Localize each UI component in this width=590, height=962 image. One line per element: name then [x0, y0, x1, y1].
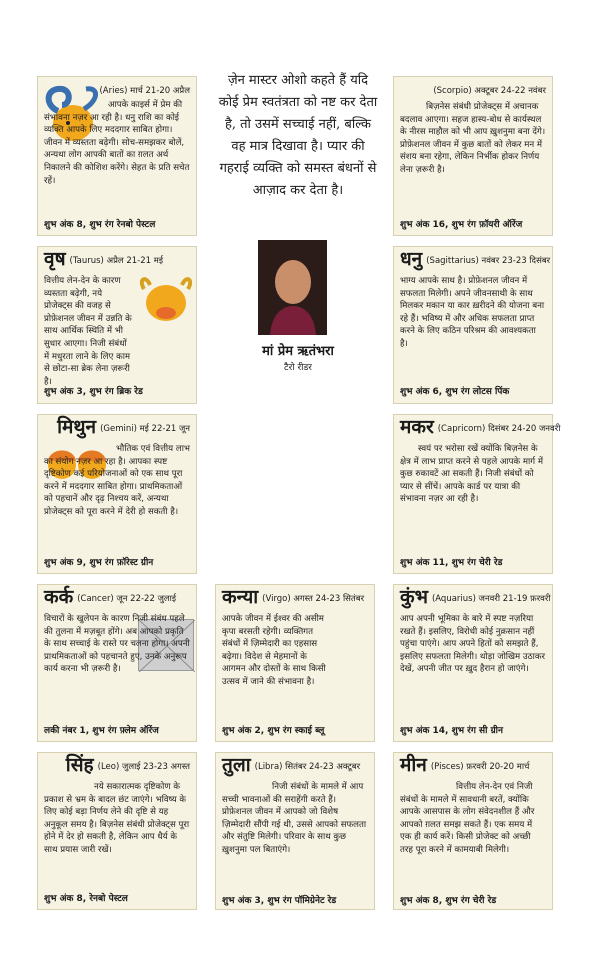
- virgo-text: आपके जीवन में ईश्वर की असीम कृपा बरसती रहेगी। व्यक्तिगत संबंधों में ज़िम्मेदारी का एहसास बढ़ेगा। विदेश से मेहमानों के आगमन और दोस्तों के साथ किसी उत्सव में जाने की संभावना है।: [222, 614, 326, 687]
- capricorn-sub: (Capricorn) दिसंबर 24-20 जनवरी: [437, 424, 561, 434]
- pisces-lucky: शुभ अंक 8, शुभ रंग चेरी रेड: [400, 896, 497, 906]
- taurus-sub: (Taurus) अप्रैल 21-21 मई: [69, 256, 164, 266]
- scorpio-header: [394, 77, 552, 99]
- author-name: मां प्रेम ऋतंभरा: [262, 344, 334, 359]
- cancer-name: कर्क: [44, 586, 74, 608]
- cancer-card: [37, 584, 197, 742]
- gemini-header: [38, 415, 196, 437]
- pisces-text: वित्तीय लेन-देन एवं निजी संबंधों के मामले में सावधानी बरतें, क्योंकि आपके आसपास के लोग संवेदनशील हैं और आपको ग़लत समझ सकते हैं। एक समय में एक ही कार्य करें। किसी प्रोजेक्ट को अच्छी तरह पूरा करने में कामयाबी मिलेगी।: [400, 782, 535, 855]
- virgo-sub: (Virgo) अगस्त 24-23 सितंबर: [262, 594, 365, 604]
- sagittarius-card: [393, 246, 553, 404]
- taurus-lucky: शुभ अंक 3, शुभ रंग ब्रिक रेड: [44, 387, 143, 397]
- capricorn-header: [394, 415, 561, 438]
- leo-header: [38, 753, 196, 775]
- capricorn-text: स्वयं पर भरोसा रखें क्योंकि बिज़नेस के क्षेत्र में लाभ प्राप्त करने से पहले आपके मार्ग में कुछ रुकावटें आ सकती हैं। निजी संबंधों को प्यार से सींचें। आपके कार्ड पर यात्रा की संभावना नज़र आ रही है।: [400, 444, 543, 505]
- virgo-name: कन्या: [222, 586, 259, 608]
- cancer-header: [38, 585, 196, 607]
- aquarius-name: कुंभ: [400, 586, 428, 608]
- cancer-sub: (Cancer) जून 22-22 जुलाई: [77, 594, 177, 604]
- gemini-sub: (Gemini) मई 22-21 जून: [100, 424, 190, 434]
- taurus-header: [38, 247, 196, 269]
- libra-lucky: शुभ अंक 3, शुभ रंग पॉमिग्रेनेट रेड: [222, 896, 337, 906]
- leo-text: नये सकारात्मक दृष्टिकोण के प्रकाश से भ्रम के बादल छंट जाएंगे। भविष्य के लिए कोई बड़ा निर्णय लेने की दृष्टि से यह अनुकूल समय है। बिज़नेस संबंधी प्रोजेक्ट्स पूरा होने में देर हो सकती है, लेकिन आप धैर्य के साथ प्रयास जारी रखें।: [44, 782, 190, 855]
- aries-card: [37, 76, 197, 236]
- pisces-sub: (Pisces) फ़रवरी 20-20 मार्च: [430, 762, 530, 772]
- scorpio-lucky: शुभ अंक 16, शुभ रंग फ़ॉयरी ऑरेंज: [400, 220, 523, 230]
- libra-sub: (Libra) सितंबर 24-23 अक्टूबर: [254, 762, 361, 772]
- aries-text: आपके काइर्स में प्रेम की संभावना नज़र आ रही है। धनु राशि का कोई व्यक्ति आपके लिए मददगार साबित होगा। जीवन में व्यस्तता बढ़ेगी। सोच-समझकर बोलें, अन्यथा लोग आपकी बातों का ग़लत अर्थ निकालने की कोशिश करेंगे। सेहत के प्रति सचेत रहें।: [44, 100, 190, 186]
- virgo-header: [216, 585, 374, 607]
- sagittarius-sub: (Sagittarius) नवंबर 23-23 दिसंबर: [426, 256, 551, 266]
- author-portrait-icon: [258, 240, 327, 335]
- taurus-name: वृष: [44, 248, 66, 270]
- libra-text: निजी संबंधों के मामले में आप सच्ची भावनाओं की सराहेंगी करते हैं। प्रोफ़ेशनल जीवन में आपको जो विशेष ज़िम्मेदारी सौंपी गई थी, उससे आपको सफलता और संतुष्टि मिलेगी। परिवार के साथ कुछ ख़ुशनुमा पल बिताएंगे।: [222, 782, 367, 855]
- taurus-card: [37, 246, 197, 404]
- pisces-header: [394, 753, 552, 775]
- leo-sub: (Leo) जुलाई 23-23 अगस्त: [97, 762, 190, 772]
- leo-lucky: शुभ अंक 8, रेनबो पेस्टल: [44, 894, 128, 904]
- quote-text: ज़ेन मास्टर ओशो कहते हैं यदि कोई प्रेम स्वतंत्रता को नष्ट कर देता है, तो उसमें सच्चाई नहीं, बल्कि वह मात्र दिखावा है। प्यार की गहराई व्यक्ति को समस्त बंधनों से आज़ाद कर देता है।: [218, 73, 378, 198]
- gemini-lucky: शुभ अंक 9, शुभ रंग फ़ॉरेस्ट ग्रीन: [44, 558, 154, 568]
- pisces-name: मीन: [400, 754, 427, 776]
- leo-card: [37, 752, 197, 910]
- cancer-lucky: लकी नंबर 1, शुभ रंग फ़्लेम ऑरेंज: [44, 726, 159, 736]
- virgo-lucky: शुभ अंक 2, शुभ रंग स्काई ब्लू: [222, 726, 325, 736]
- sagittarius-name: धनु: [400, 248, 423, 270]
- libra-card: [215, 752, 375, 910]
- scorpio-card: [393, 76, 553, 236]
- gemini-name: मिथुन: [57, 416, 97, 438]
- author-role: टैरो रीडर: [284, 363, 312, 373]
- virgo-card: [215, 584, 375, 742]
- author-photo: [258, 240, 327, 335]
- taurus-text: वित्तीय लेन-देन के कारण व्यस्तता बढ़ेगी, नये प्रोजेक्ट्स की वजह से प्रोफ़ेशनल जीवन में उन्नति के साथ आर्थिक स्थिति में भी सुधार आएगा। निजी संबंधों में मधुरता लाने के लिए काम से छोटा-सा ब्रेक लेना ज़रूरी है।: [44, 276, 132, 387]
- sagittarius-text: भाग्य आपके साथ है। प्रोफ़ेशनल जीवन में सफलता मिलेगी। अपने जीवनसाथी के साथ मिलकर मकान या कार ख़रीदने की योजना बना रहे हैं। भविष्य में और अधिक सफलता प्राप्त करने के लिए कठिन परिश्रम की आवश्यकता है।: [400, 276, 545, 349]
- capricorn-card: [393, 414, 561, 574]
- libra-name: तुला: [222, 754, 251, 776]
- leo-name: सिंह: [65, 754, 94, 776]
- aries-sub: (Aries) मार्च 21-20 अप्रैल: [99, 86, 190, 96]
- sagittarius-header: [394, 247, 552, 269]
- gemini-card: [37, 414, 197, 574]
- aquarius-card: [393, 584, 553, 742]
- aquarius-header: [394, 585, 552, 607]
- aquarius-lucky: शुभ अंक 14, शुभ रंग सी ग्रीन: [400, 726, 503, 736]
- scorpio-sub: (Scorpio) अक्टूबर 24-22 नवंबर: [433, 86, 546, 96]
- pisces-card: [393, 752, 553, 910]
- aries-lucky: शुभ अंक 8, शुभ रंग रेनबो पेस्टल: [44, 220, 156, 230]
- sagittarius-lucky: शुभ अंक 6, शुभ रंग लोटस पिंक: [400, 387, 510, 397]
- libra-header: [216, 753, 374, 775]
- scorpio-text: बिज़नेस संबंधी प्रोजेक्ट्स में अचानक बदलाव आएगा। सहज हास्य-बोध से कार्यस्थल के नीरस माहौल को भी आप ख़ुशनुमा बना देंगे। प्रोफ़ेशनल जीवन में कुछ बातों को लेकर मन में संशय बना रहेगा, लेकिन निर्भीक होकर निर्णय लेना ज़रूरी है।: [400, 102, 546, 175]
- aquarius-text: आप अपनी भूमिका के बारे में स्पष्ट नज़रिया रखते हैं। इसलिए, विरोधी कोई नुक़सान नहीं पहुंचा पाएंगे। आप अपने हितों को समझते हैं, इसलिए सफलता मिलेगी। थोड़ा जोखिम उठाकर देखें, अपनी जीत पर ख़ुद हैरान हो जाएंगे।: [400, 614, 545, 675]
- gemini-text: भौतिक एवं वित्तीय लाभ का संयोग नज़र आ रहा है। आपका स्पष्ट दृष्टिकोण कई परियोजनाओं को एक साथ पूरा करने में मददगार साबित होगा। प्राथमिकताओं को पहचानें और दृढ़ निश्चय करें, अन्यथा प्रोजेक्ट्स को पूरा करने में देरी हो सकती है।: [44, 444, 190, 517]
- capricorn-lucky: शुभ अंक 11, शुभ रंग चेरी रेड: [400, 558, 503, 568]
- capricorn-name: मकर: [400, 416, 434, 438]
- cancer-text: विचारों के खुलेपन के कारण निजी संबंध पहले की तुलना में मज़बूत होंगे। अब आपको प्रकृति के साथ सच्चाई के रास्ते पर चलना होगा। अपनी प्राथमिकताओं को पहचानते हुए, उनके अनुरूप कार्य करना भी ज़रूरी है।: [44, 614, 190, 675]
- aquarius-sub: (Aquarius) जनवरी 21-19 फ़रवरी: [431, 594, 551, 604]
